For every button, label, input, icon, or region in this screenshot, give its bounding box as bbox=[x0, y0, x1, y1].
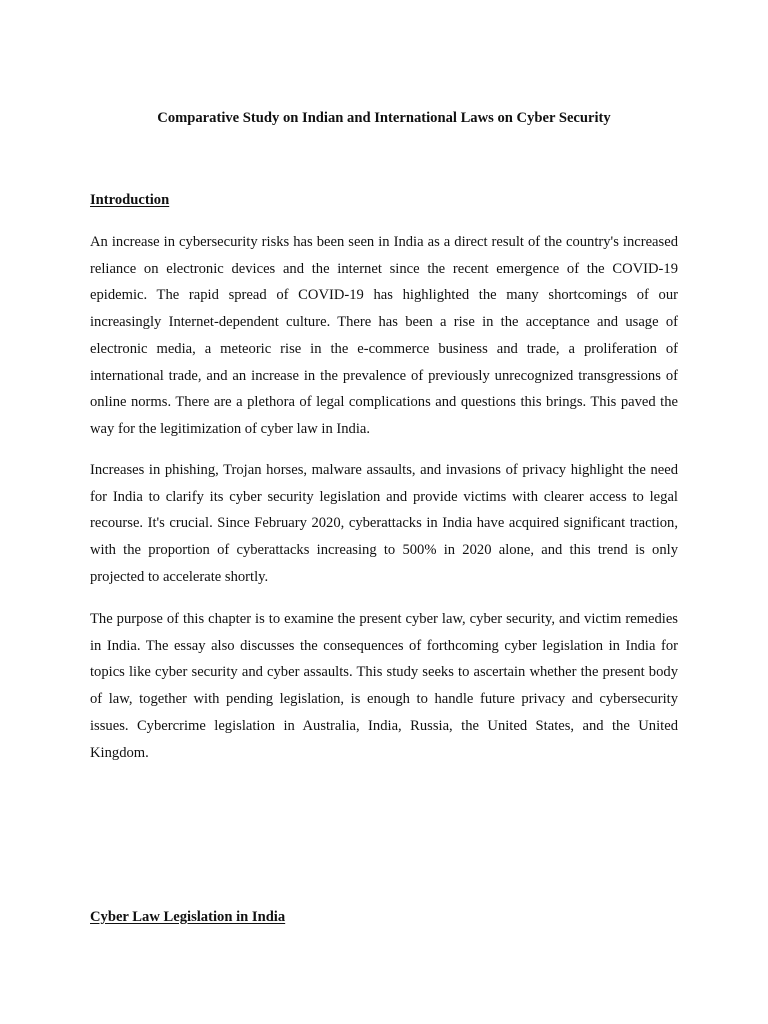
section-heading-introduction: Introduction bbox=[90, 192, 170, 208]
paragraph: An increase in cybersecurity risks has been seen in India as a direct result of the country's increased reliance on electronic devices and the internet since the recent emergence of the COVID-19 epidemic. The rapid spread of COVID-19 has highlighted the many shortcomings of our increasingly Internet-dependent culture. There has been a rise in the acceptance and usage of electronic media, a meteoric rise in the e-commerce business and trade, a proliferation of international trade, and an increase in the prevalence of previously unrecognized transgressions of online norms. There are a plethora of legal complications and questions this brings. This paved the way for the legitimization of cyber law in India. bbox=[90, 234, 678, 437]
document-title: Comparative Study on Indian and International Laws on Cyber Security bbox=[157, 110, 611, 126]
paragraph: The purpose of this chapter is to examine the present cyber law, cyber security, and victim remedies in India. The essay also discusses the consequences of forthcoming cyber legislation in India for topics like cyber security and cyber assaults. This study seeks to ascertain whether the present body of law, together with pending legislation, is enough to handle future privacy and cybersecurity issues. Cybercrime legislation in Australia, India, Russia, the United States, and the United Kingdom. bbox=[90, 611, 678, 761]
paragraph: Increases in phishing, Trojan horses, malware assaults, and invasions of privacy highlight the need for India to clarify its cyber security legislation and provide victims with clearer access to legal recourse. It's crucial. Since February 2020, cyberattacks in India have acquired significant traction, with the proportion of cyberattacks increasing to 500% in 2020 alone, and this trend is only projected to accelerate shortly. bbox=[90, 462, 678, 585]
section-heading-cyber-law-legislation: Cyber Law Legislation in India bbox=[90, 909, 286, 925]
